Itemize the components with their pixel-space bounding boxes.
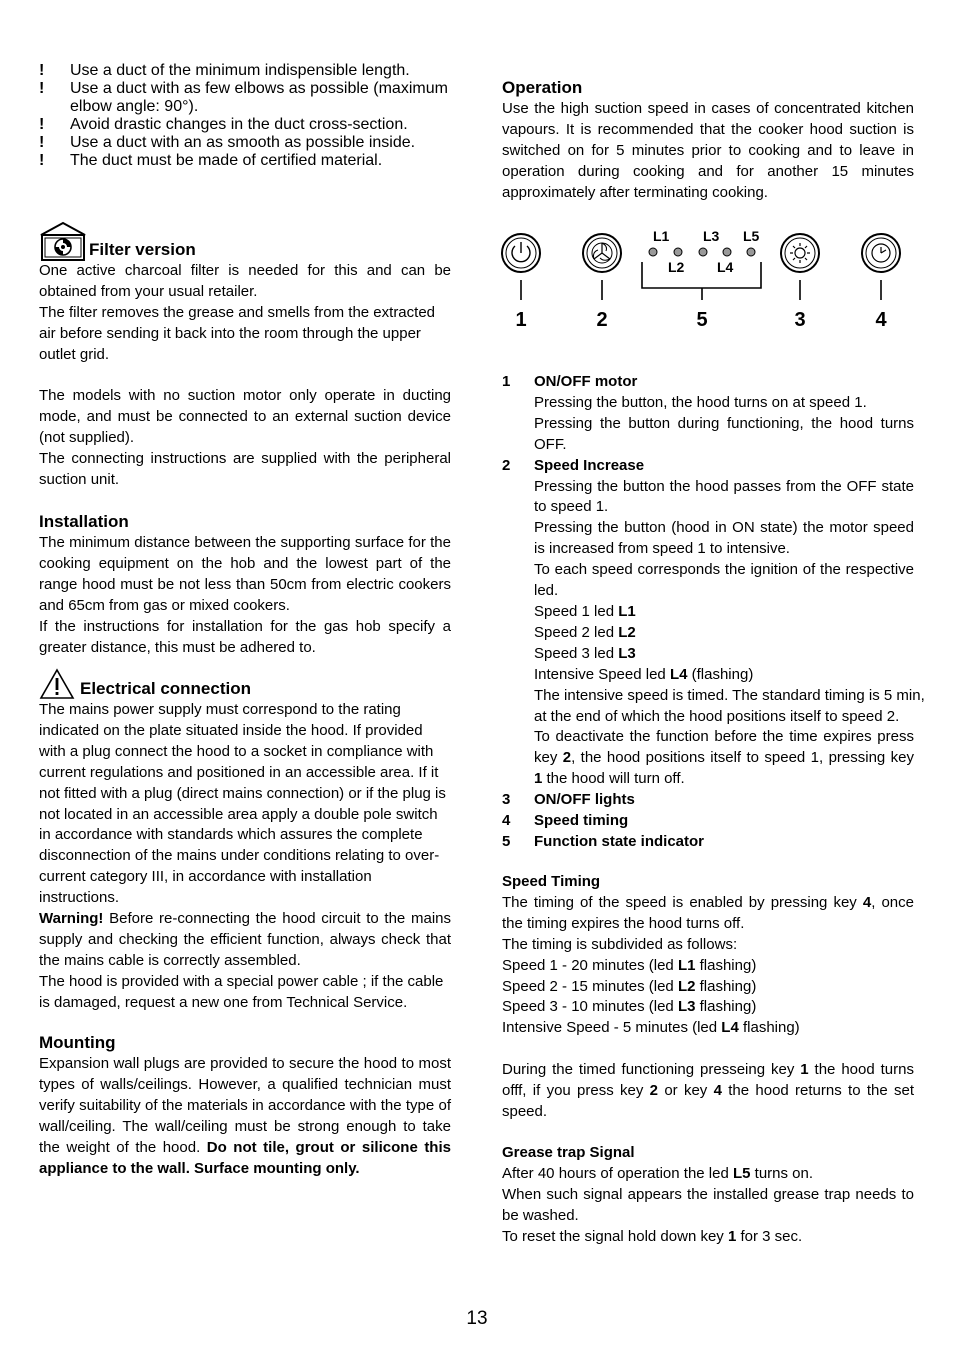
- key-description-list: [502, 372, 925, 853]
- warning-triangle-icon: [39, 668, 75, 700]
- paragraph: Speed 3 led L3: [534, 644, 636, 662]
- led-l1: [649, 248, 657, 256]
- paragraph: Intensive Speed led L4 (flashing): [534, 665, 754, 683]
- paragraph: The timing of the speed is enabled by pressing key 4, once the timing expires the hood turns off.: [502, 893, 914, 932]
- paragraph: The intensive speed is timed. The standard timing is 5 min, at the end of which the hood positions itself to speed 2.: [534, 686, 925, 725]
- led-label-l4: L4: [717, 259, 734, 275]
- led-label-l2: L2: [668, 259, 685, 275]
- paragraph: One active charcoal filter is needed for this and can be obtained from your usual retailer.: [39, 262, 451, 300]
- paragraph: If the instructions for installation for the gas hob specify a greater distance, this must be adhered to.: [39, 617, 451, 656]
- paragraph: Warning! Before re-connecting the hood circuit to the mains supply and checking the efficient function, always check that the mains cable is correctly assembled.: [39, 910, 451, 969]
- paragraph: The hood is provided with a special power cable ; if the cable is damaged, request a new one from Technical Service.: [39, 972, 444, 1011]
- paragraph: Speed 1 led L1: [534, 602, 636, 620]
- paragraph: Pressing the button (hood in ON state) the motor speed is increased from speed 1 to intensive.: [534, 519, 914, 558]
- mounting-section: [39, 1032, 451, 1179]
- grease-trap-section: [502, 1143, 914, 1248]
- list-item: ! Avoid drastic changes in the duct cross-section.: [39, 116, 408, 133]
- speed-timing-section: [502, 872, 914, 1123]
- section-title: Installation: [39, 512, 129, 531]
- section-title: Grease trap Signal: [502, 1144, 635, 1161]
- paragraph: Intensive Speed - 5 minutes (led L4 flashing): [502, 1019, 800, 1037]
- installation-section: [39, 511, 451, 658]
- section-title: Mounting: [39, 1033, 116, 1052]
- section-title: Electrical connection: [80, 679, 251, 698]
- paragraph: The connecting instructions are supplied with the peripheral suction unit.: [39, 450, 451, 489]
- paragraph: Pressing the button the hood passes from the OFF state to speed 1.: [534, 477, 914, 516]
- led-l2: [674, 248, 682, 256]
- paragraph: During the timed functioning presseing key 1 the hood turns offf, if you press key 2 or key 4 the hood returns to the set speed.: [502, 1061, 914, 1120]
- list-item: 4 Speed timing: [502, 812, 629, 830]
- key-number-4: 4: [875, 309, 887, 331]
- paragraph: The mains power supply must correspond to the rating indicated on the plate situated inside the hood. If provided with a plug connect the hood to a socket in compliance with current regulations and positioned in an accessible area. If it not fitted with a plug (direct mains connection) or if the plug is not located in an accessible area apply a double pole switch in accordance with standards which assures the complete disconnection of the mains under conditions relating to over-current category III, in accordance with installation instructions.: [39, 701, 446, 907]
- led-l5: [747, 248, 755, 256]
- led-l3: [699, 248, 707, 256]
- operation-section: [502, 77, 914, 204]
- page-number: 13: [466, 1308, 488, 1329]
- list-item: 2 Speed Increase: [502, 456, 645, 474]
- led-l4: [723, 248, 731, 256]
- paragraph: The minimum distance between the supporting surface for the cooking equipment on the hob and the lowest part of the range hood must be not less than 50cm from electric cookers and 65cm from gas or mixed cookers.: [39, 534, 451, 614]
- paragraph: The models with no suction motor only operate in ducting mode, and must be connected to an external suction device (not supplied).: [39, 387, 451, 447]
- key-number-3: 3: [794, 309, 806, 331]
- control-panel-diagram: [500, 222, 920, 337]
- list-item: ! Use a duct of the minimum indispensible length.: [39, 62, 410, 79]
- power-icon: [502, 234, 540, 272]
- key-number-5: 5: [696, 309, 708, 331]
- list-item: 5 Function state indicator: [502, 832, 705, 850]
- paragraph: Pressing the button during functioning, the hood turns OFF.: [534, 414, 914, 453]
- paragraph: To deactivate the function before the time expires press key 2, the hood positions itself to speed 1, pressing key 1 the hood will turn off.: [534, 728, 915, 788]
- paragraph: After 40 hours of operation the led L5 turns on.: [502, 1164, 814, 1182]
- paragraph: To reset the signal hold down key 1 for 3 sec.: [502, 1227, 803, 1245]
- paragraph: Pressing the button, the hood turns on at speed 1.: [534, 393, 867, 411]
- key-number-2: 2: [596, 309, 608, 331]
- filter-house-icon: [39, 221, 87, 261]
- key-number-1: 1: [515, 309, 527, 331]
- paragraph: To each speed corresponds the ignition of the respective led.: [534, 561, 914, 600]
- section-title: Filter version: [89, 240, 196, 259]
- led-indicator-group: [642, 228, 761, 288]
- section-title: Operation: [502, 78, 583, 97]
- list-item: ! The duct must be made of certified material.: [39, 152, 383, 169]
- paragraph: The timing is subdivided as follows:: [502, 935, 738, 953]
- list-item: ! Use a duct with as few elbows as possible (maximum elbow angle: 90°).: [39, 80, 448, 115]
- paragraph: Speed 3 - 10 minutes (led L3 flashing): [502, 998, 757, 1016]
- electrical-section: [39, 668, 451, 1014]
- filter-section: [39, 221, 451, 491]
- section-title: Speed Timing: [502, 873, 601, 890]
- paragraph: When such signal appears the installed grease trap needs to be washed.: [502, 1185, 914, 1224]
- led-label-l3: L3: [703, 228, 720, 244]
- led-label-l5: L5: [743, 228, 760, 244]
- paragraph: The filter removes the grease and smells from the extracted air before sending it back into the room through the upper outlet grid.: [39, 303, 436, 363]
- light-icon: [781, 234, 819, 272]
- list-item: 3 ON/OFF lights: [502, 791, 635, 809]
- paragraph: Speed 2 - 15 minutes (led L2 flashing): [502, 977, 757, 995]
- paragraph: Speed 1 - 20 minutes (led L1 flashing): [502, 956, 757, 974]
- paragraph: Speed 2 led L2: [534, 623, 636, 641]
- paragraph: Expansion wall plugs are provided to secure the hood to most types of walls/ceilings. However, a qualified technician must verify suitability of the materials in accordance with the type of wall/ceiling. The wall/ceiling must be strong enough to take the weight of the hood. Do not tile, grout or silicone this appliance to the wall. Surface mounting only.: [39, 1055, 451, 1177]
- paragraph: Use the high suction speed in cases of concentrated kitchen vapours. It is recommended that the cooker hood suction is switched on for 5 minutes prior to cooking and to leave in operation during cooking and for another 15 minutes approximately after terminating cooking.: [502, 100, 914, 201]
- timer-icon: [862, 234, 900, 272]
- duct-bullet-list: [39, 62, 451, 170]
- fan-icon: [583, 234, 621, 272]
- list-item: 1 ON/OFF motor: [502, 373, 638, 390]
- led-label-l1: L1: [653, 228, 670, 244]
- list-item: ! Use a duct with an as smooth as possible inside.: [39, 134, 416, 151]
